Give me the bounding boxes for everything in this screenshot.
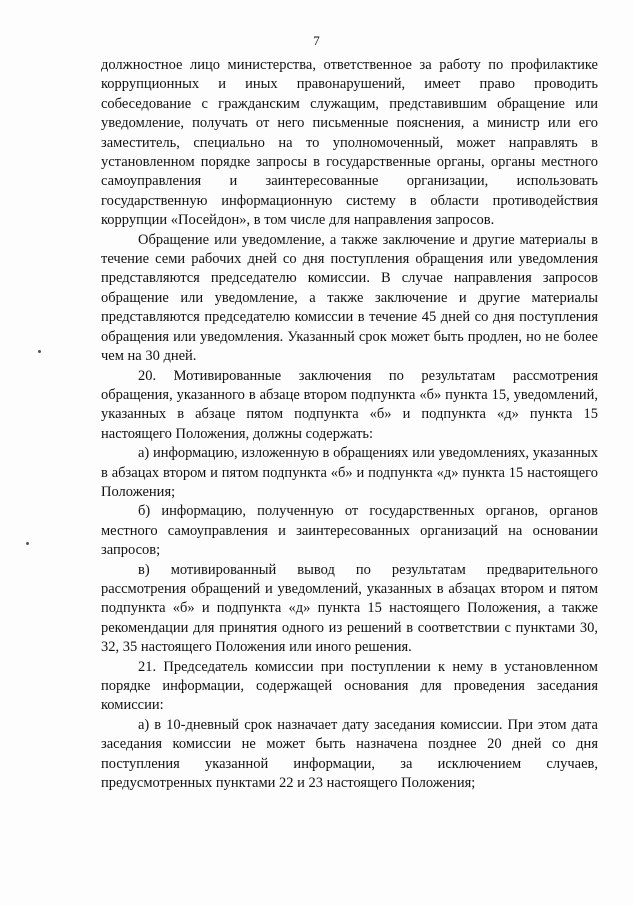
paragraph-submission-terms: Обращение или уведомление, а также заключение и другие материалы в течение семи рабочих дней со дня поступления обращения или уведомления представляются председателю комиссии. В случае направления запросов обращение или уведомление, а также заключение и другие материалы представляются председателю комиссии в течение 45 дней со дня поступления обращения или уведомления. Указанный срок может быть продлен, но не более чем на 30 дней. [101,231,598,365]
scan-speck [38,350,41,353]
paragraph-continuation: должностное лицо министерства, ответственное за работу по профилактике коррупционных и иных правонарушений, имеет право проводить собеседование с гражданским служащим, представившим обращение или уведомление, получать от него письменные пояснения, а министр или его заместитель, специально на то уполномоченный, может направлять в установленном порядке запросы в государственные органы, органы местного самоуправления и заинтересованные организации, использовать государственную информационную систему в области противодействия коррупции «Посейдон», в том числе для направления запросов. [101,57,598,229]
paragraph-item-20-a: а) информацию, изложенную в обращениях или уведомлениях, указанных в абзацах втором и пятом подпункта «б» и подпункта «д» пункта 15 настоящего Положения; [101,445,598,500]
paragraph-item-20: 20. Мотивированные заключения по результатам рассмотрения обращения, указанного в абзаце втором подпункта «б» пункта 15, уведомлений, указанных в абзаце пятом подпункта «б» и подпункта «д» пункта 15 настоящего Положения, должны содержать: [101,367,598,442]
paragraph-item-20-v: в) мотивированный вывод по результатам предварительного рассмотрения обращений и уведомлений, указанных в абзацах втором и пятом подпункта «б» и подпункта «д» пункта 15 настоящего Положения, а также рекомендации для принятия одного из решений в соответствии с пунктами 30, 32, 35 настоящего Положения или иного решения. [101,561,598,656]
page-number: 7 [313,33,320,48]
paragraph-item-21-a: а) в 10-дневный срок назначает дату заседания комиссии. При этом дата заседания комиссии не может быть назначена позднее 20 дней со дня поступления указанной информации, за исключением случаев, предусмотренных пунктами 22 и 23 настоящего Положения; [101,716,598,792]
paragraph-item-20-b: б) информацию, полученную от государственных органов, органов местного самоуправления и заинтересованных организаций на основании запросов; [101,503,598,559]
scan-speck [26,542,29,545]
document-body [101,56,598,793]
paragraph-item-21: 21. Председатель комиссии при поступлении к нему в установленном порядке информации, содержащей основания для проведения заседания комиссии: [101,658,598,714]
